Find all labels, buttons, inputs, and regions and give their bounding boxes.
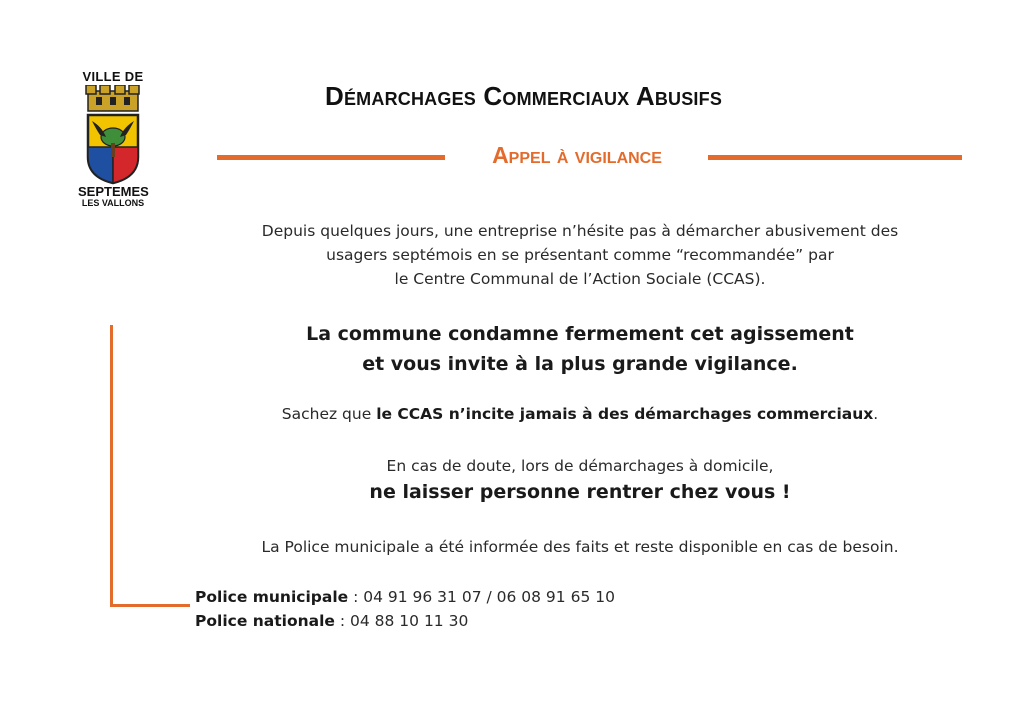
- intro-line: Depuis quelques jours, une entreprise n’hésite pas à démarcher abusivement des: [261, 222, 899, 240]
- logo-top-text: VILLE DE: [82, 69, 144, 84]
- contact-label: Police municipale: [195, 588, 349, 606]
- contact-row: [195, 585, 615, 609]
- logo-bottom-text-2: LES VALLONS: [81, 198, 145, 208]
- doubt-line: En cas de doute, lors de démarchages à domicile,: [386, 457, 774, 475]
- police-info: La Police municipale a été informée des faits et reste disponible en cas de besoin.: [261, 538, 899, 556]
- ccas-bold-text: le CCAS n’incite jamais à des démarchages commerciaux: [376, 405, 874, 423]
- coat-of-arms-icon: [82, 85, 144, 185]
- accent-bracket-vertical: [110, 325, 113, 606]
- ccas-prefix: Sachez que: [281, 405, 377, 423]
- doubt-warning: ne laisser personne rentrer chez vous !: [369, 481, 791, 503]
- accent-bracket-horizontal: [110, 604, 190, 607]
- contact-phone: : 04 91 96 31 07 / 06 08 91 65 10: [348, 588, 615, 606]
- intro-line: le Centre Communal de l’Action Sociale (CCAS).: [394, 270, 766, 288]
- subtitle-rule-left: [217, 155, 445, 160]
- contacts-block: [195, 585, 615, 633]
- statement-line: La commune condamne fermement cet agissement: [306, 323, 854, 345]
- contact-label: Police nationale: [195, 612, 335, 630]
- statement-paragraph: [170, 319, 990, 379]
- intro-paragraph: [170, 219, 990, 291]
- logo-bottom-text-1: SEPTEMES: [78, 184, 149, 199]
- contact-row: [195, 609, 615, 633]
- city-logo: [78, 70, 148, 215]
- intro-line: usagers septémois en se présentant comme “recommandée” par: [326, 246, 834, 264]
- ccas-paragraph: [170, 402, 990, 426]
- page-subtitle: Appel à vigilance: [492, 142, 662, 168]
- page-title: Démarchages Commerciaux Abusifs: [325, 81, 723, 111]
- subtitle-rule-right: [708, 155, 962, 160]
- statement-line: et vous invite à la plus grande vigilance.: [362, 353, 798, 375]
- ccas-suffix: .: [873, 405, 879, 423]
- contact-phone: : 04 88 10 11 30: [334, 612, 469, 630]
